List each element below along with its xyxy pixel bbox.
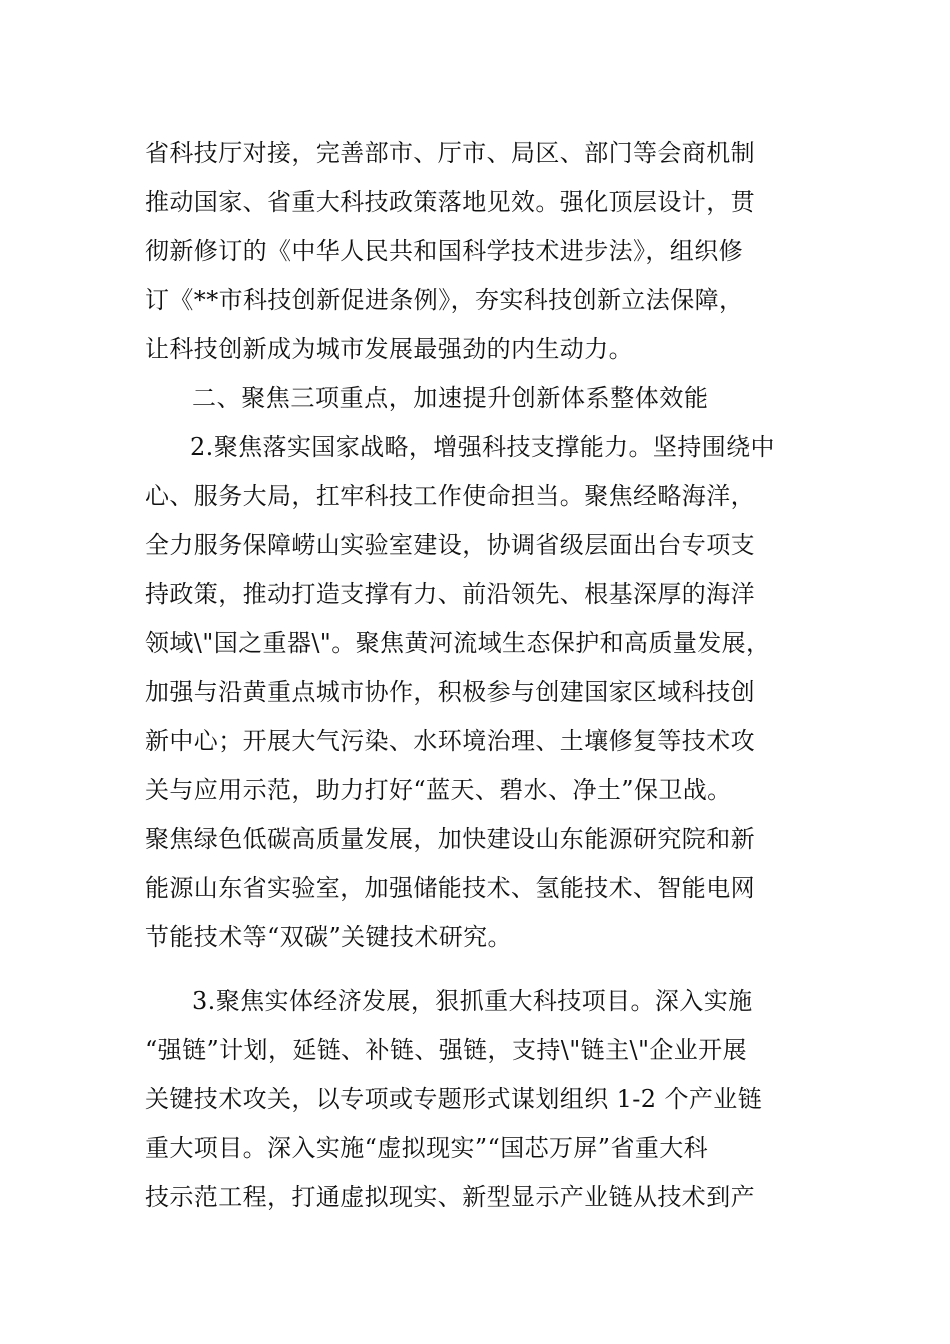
text-line: 订《**市科技创新促进条例》，夯实科技创新立法保障， <box>145 286 744 314</box>
text-line: 关与应用示范，助力打好“蓝天、碧水、净土”保卫战。 <box>145 776 732 804</box>
text-line: 让科技创新成为城市发展最强劲的内生动力。 <box>145 335 633 363</box>
section-heading: 二、聚焦三项重点，加速提升创新体系整体效能 <box>192 384 709 412</box>
text-line: 全力服务保障崂山实验室建设，协调省级层面出台专项支 <box>145 531 755 559</box>
paragraph-first-line: 3.聚焦实体经济发展，狠抓重大科技项目。深入实施 <box>192 987 753 1015</box>
text-line: 节能技术等“双碳”关键技术研究。 <box>145 923 512 951</box>
text-line: 关键技术攻关，以专项或专题形式谋划组织 1-2 个产业链 <box>145 1085 763 1113</box>
text-line: 持政策，推动打造支撑有力、前沿领先、根基深厚的海洋 <box>145 580 755 608</box>
text-line: “强链”计划，延链、补链、强链，支持\"链主\"企业开展 <box>145 1036 747 1064</box>
text-line: 聚焦绿色低碳高质量发展，加快建设山东能源研究院和新 <box>145 825 755 853</box>
text-line: 加强与沿黄重点城市协作，积极参与创建国家区域科技创 <box>145 678 755 706</box>
text-line: 推动国家、省重大科技政策落地见效。强化顶层设计，贯 <box>145 188 755 216</box>
text-line: 技示范工程，打通虚拟现实、新型显示产业链从技术到产 <box>145 1183 755 1211</box>
text-line: 领域\"国之重器\"。聚焦黄河流域生态保护和高质量发展， <box>145 629 771 657</box>
text-line: 省科技厅对接，完善部市、厅市、局区、部门等会商机制 <box>145 139 755 167</box>
text-line: 新中心；开展大气污染、水环境治理、土壤修复等技术攻 <box>145 727 755 755</box>
text-line: 心、服务大局，扛牢科技工作使命担当。聚焦经略海洋， <box>145 482 755 510</box>
text-line: 重大项目。深入实施“虚拟现实”“国芯万屏”省重大科 <box>145 1134 709 1162</box>
text-line: 彻新修订的《中华人民共和国科学技术进步法》，组织修 <box>145 237 743 265</box>
text-line: 能源山东省实验室，加强储能技术、氢能技术、智能电网 <box>145 874 755 902</box>
paragraph-first-line: 2.聚焦落实国家战略，增强科技支撑能力。坚持围绕中 <box>190 433 775 461</box>
